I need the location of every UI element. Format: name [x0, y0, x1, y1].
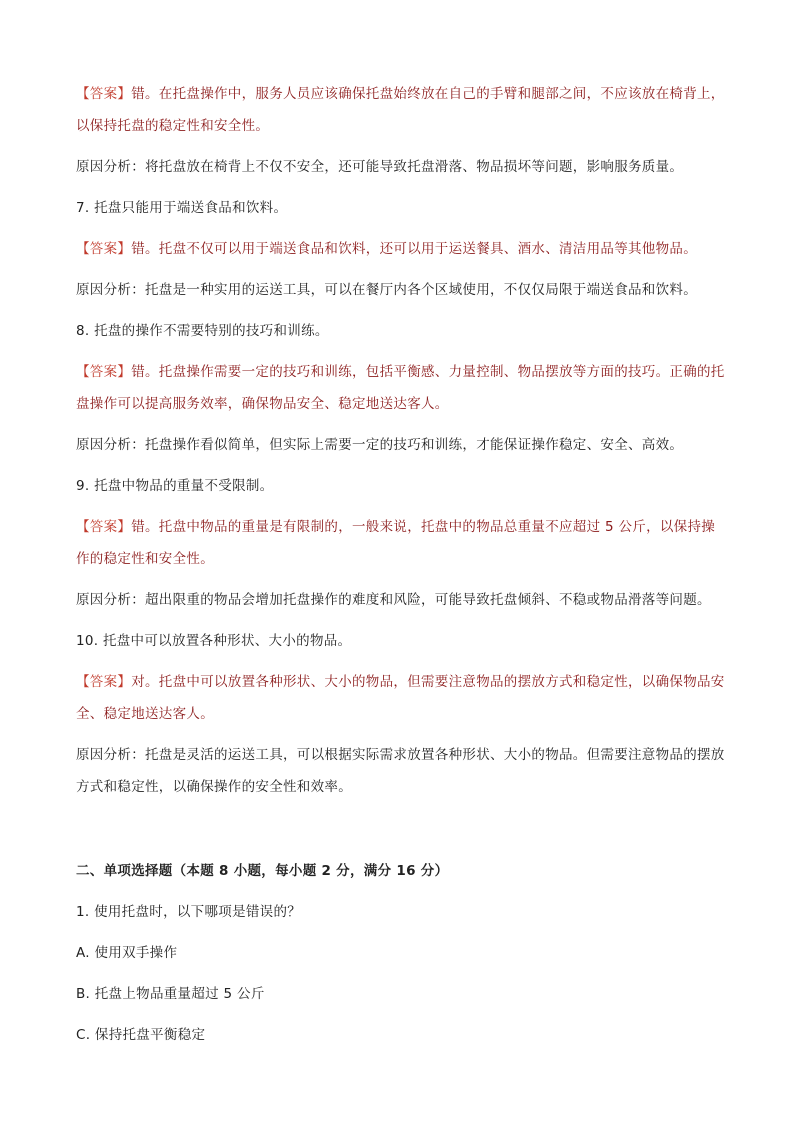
analysis-paragraph: 原因分析：托盘是一种实用的运送工具，可以在餐厅内各个区域使用，不仅仅局限于端送食品和饮料。 [76, 282, 697, 298]
section-heading: 二、单项选择题（本题 8 小题，每小题 2 分，满分 16 分） [76, 863, 449, 879]
answer-tag: 【答案】 [76, 674, 132, 690]
answer-tag: 【答案】 [76, 241, 132, 257]
answer-text: 错。托盘中物品的重量是有限制的，一般来说，托盘中的物品总重量不应超过 5 公斤，以保持操作的稳定性和安全性。 [76, 519, 716, 567]
answer-tag: 【答案】 [76, 86, 132, 102]
question-7: 7. 托盘只能用于端送食品和饮料。 [76, 200, 288, 216]
option-a: A. 使用双手操作 [76, 945, 178, 961]
question-9: 9. 托盘中物品的重量不受限制。 [76, 478, 274, 494]
option-b: B. 托盘上物品重量超过 5 公斤 [76, 986, 265, 1002]
analysis-paragraph: 原因分析：托盘操作看似简单，但实际上需要一定的技巧和训练，才能保证操作稳定、安全、高效。 [76, 437, 684, 453]
answer-text: 错。托盘不仅可以用于端送食品和饮料，还可以用于运送餐具、酒水、清洁用品等其他物品。 [131, 241, 698, 257]
answer-paragraph [76, 78, 726, 142]
answer-paragraph [76, 233, 726, 265]
answer-tag: 【答案】 [76, 364, 132, 380]
answer-paragraph [76, 666, 726, 730]
answer-tag: 【答案】 [76, 519, 132, 535]
analysis-paragraph: 原因分析：将托盘放在椅背上不仅不安全，还可能导致托盘滑落、物品损坏等问题，影响服务质量。 [76, 159, 684, 175]
option-c: C. 保持托盘平衡稳定 [76, 1027, 206, 1043]
answer-text: 错。托盘操作需要一定的技巧和训练，包括平衡感、力量控制、物品摆放等方面的技巧。正确的托盘操作可以提高服务效率，确保物品安全、稳定地送达客人。 [76, 364, 725, 412]
answer-text: 对。托盘中可以放置各种形状、大小的物品，但需要注意物品的摆放方式和稳定性，以确保物品安全、稳定地送达客人。 [76, 674, 725, 722]
answer-text: 错。在托盘操作中，服务人员应该确保托盘始终放在自己的手臂和腿部之间，不应该放在椅背上，以保持托盘的稳定性和安全性。 [76, 86, 725, 134]
analysis-paragraph: 原因分析：超出限重的物品会增加托盘操作的难度和风险，可能导致托盘倾斜、不稳或物品滑落等问题。 [76, 592, 711, 608]
mc-question-1: 1. 使用托盘时，以下哪项是错误的？ [76, 904, 302, 920]
answer-paragraph [76, 356, 726, 420]
question-10: 10. 托盘中可以放置各种形状、大小的物品。 [76, 633, 352, 649]
question-8: 8. 托盘的操作不需要特别的技巧和训练。 [76, 323, 329, 339]
analysis-paragraph: 原因分析：托盘是灵活的运送工具，可以根据实际需求放置各种形状、大小的物品。但需要注意物品的摆放方式和稳定性，以确保操作的安全性和效率。 [76, 747, 725, 795]
answer-paragraph [76, 511, 726, 575]
